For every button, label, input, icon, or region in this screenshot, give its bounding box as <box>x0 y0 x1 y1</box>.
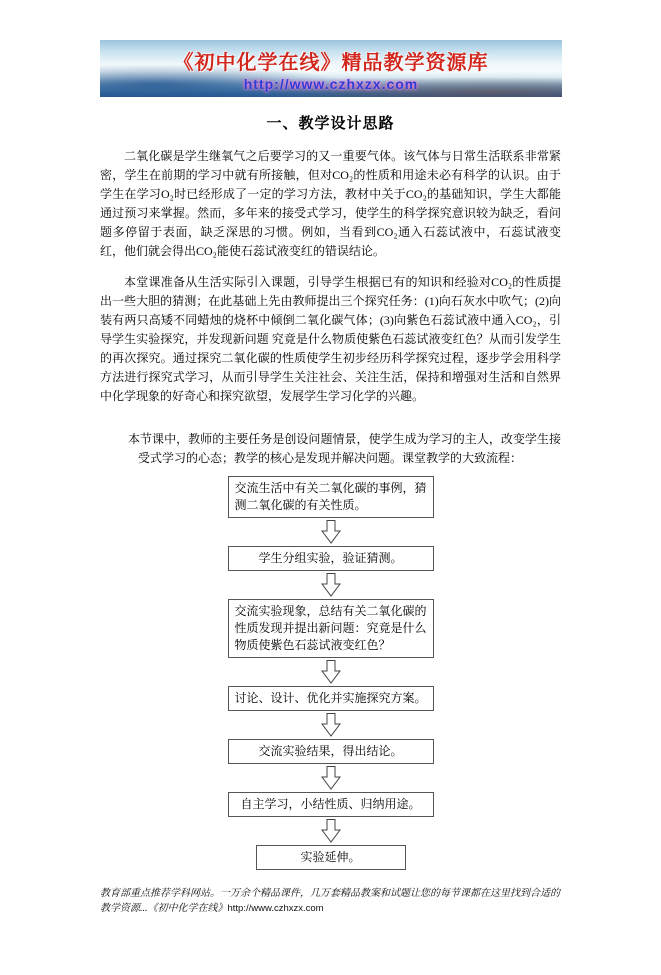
paragraph-2: 本堂课准备从生活实际引入课题，引导学生根据已有的知识和经验对CO₂的性质提出一些大胆的猜测；在此基础上先由教师提出三个探究任务：(1)向石灰水中吹气；(2)向装有两只高矮不同蜡烛的烧杯中倾倒二氧化碳气体；(3)向紫色石蕊试液中通入CO₂，引导学生实验探究，并发现新问题 究竟是什么物质使紫色石蕊试液变红色？从而引发学生的再次探究。通过探究二氧化碳的性质使学生初步经历科学探究过程，逐步学会用科学方法进行探究式学习，从而引导学生关注社会、关注生活，保持和增强对生活和自然界中化学现象的好奇心和探究欲望，发展学生学习化学的兴趣。 <box>100 275 561 403</box>
flow-step-1: 交流生活中有关二氧化碳的事例，猜测二氧化碳的有关性质。 <box>228 476 434 518</box>
down-arrow-icon <box>321 766 341 790</box>
flow-step-4: 讨论、设计、优化并实施探究方案。 <box>228 686 434 711</box>
flowchart <box>100 476 561 870</box>
footer-note <box>100 886 561 916</box>
flow-step-7: 实验延伸。 <box>256 845 406 870</box>
footer-url-link[interactable]: http://www.czhxzx.com <box>227 903 324 914</box>
flow-step-2: 学生分组实验，验证猜测。 <box>228 546 434 571</box>
site-banner[interactable] <box>100 40 562 97</box>
flow-step-5: 交流实验结果，得出结论。 <box>228 739 434 764</box>
down-arrow-icon <box>321 573 341 597</box>
down-arrow-icon <box>321 660 341 684</box>
down-arrow-icon <box>321 713 341 737</box>
paragraph-1: 二氧化碳是学生继氧气之后要学习的又一重要气体。该气体与日常生活联系非常紧密，学生在前期的学习中就有所接触，但对CO₂的性质和用途未必有科学的认识。由于学生在学习O₂时已经形成了一定的学习方法，教材中关于CO₂的基础知识，学生大都能通过预习来掌握。然而，多年来的接受式学习，使学生的科学探究意识较为缺乏，看问题多停留于表面，缺乏深思的习惯。例如，当看到CO₂通入石蕊试液中，石蕊试液变红，他们就会得出CO₂能使石蕊试液变红的错误结论。 <box>100 149 561 258</box>
flow-step-3: 交流实验现象，总结有关二氧化碳的性质发现并提出新问题：究竟是什么物质使紫色石蕊试液变红色？ <box>228 599 434 658</box>
banner-url-link[interactable]: http://www.czhxzx.com <box>243 75 419 92</box>
document-page <box>0 40 661 975</box>
flow-step-6: 自主学习，小结性质、归纳用途。 <box>228 792 434 817</box>
footer-text: 教育部重点推荐学科网站。一万余个精品课件，几万套精品教案和试题让您的每节课都在这里找到合适的教学资源...《初中化学在线》 <box>100 888 560 914</box>
paragraph-3: 本节课中，教师的主要任务是创设问题情景，使学生成为学习的主人，改变学生接受式学习的心态；教学的核心是发现并解决问题。课堂教学的大致流程： <box>128 432 561 465</box>
page-title: 一、教学设计思路 <box>266 116 395 132</box>
banner-title: 《初中化学在线》精品教学资源库 <box>173 51 489 74</box>
down-arrow-icon <box>321 819 341 843</box>
down-arrow-icon <box>321 520 341 544</box>
